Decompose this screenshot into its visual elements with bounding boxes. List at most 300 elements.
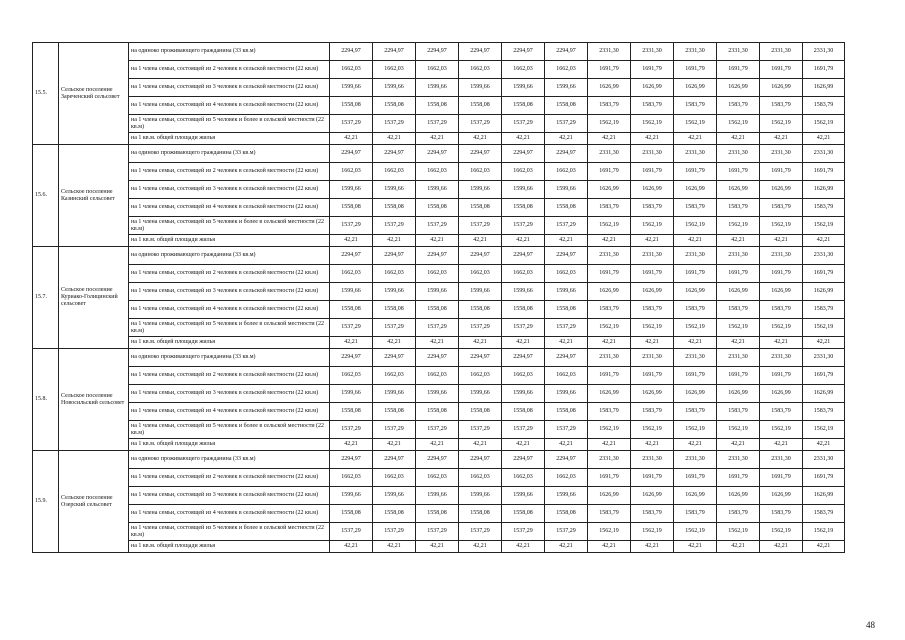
value-cell: 1599,66 — [502, 181, 545, 199]
value-cell: 2331,30 — [631, 43, 674, 61]
value-cell: 2331,30 — [674, 247, 717, 265]
row-description: на 1 члена семьи, состоящей из 2 человек в сельской местности (22 кв.м) — [129, 61, 330, 79]
value-cell: 1558,08 — [373, 97, 416, 115]
value-cell: 2294,97 — [459, 43, 502, 61]
row-description: на одиноко проживающего гражданина (33 кв.м) — [129, 451, 330, 469]
value-cell: 1662,03 — [545, 61, 588, 79]
value-cell: 1558,08 — [416, 403, 459, 421]
row-description: на одиноко проживающего гражданина (33 кв.м) — [129, 349, 330, 367]
table-row — [33, 451, 845, 469]
value-cell: 1626,99 — [717, 283, 760, 301]
value-cell: 1562,19 — [717, 421, 760, 439]
value-cell: 1583,79 — [631, 301, 674, 319]
value-cell: 42,21 — [588, 235, 631, 247]
value-cell: 1626,99 — [803, 487, 845, 505]
section-index: 15.7. — [33, 247, 59, 349]
value-cell: 1662,03 — [502, 163, 545, 181]
value-cell: 1626,99 — [631, 283, 674, 301]
row-description: на 1 члена семьи, состоящей из 4 человек в сельской местности (22 кв.м) — [129, 97, 330, 115]
value-cell: 1599,66 — [545, 487, 588, 505]
row-description: на 1 кв.м. общей площади жилья — [129, 337, 330, 349]
value-cell: 1562,19 — [803, 421, 845, 439]
value-cell: 42,21 — [459, 439, 502, 451]
value-cell: 1562,19 — [717, 523, 760, 541]
value-cell: 1558,08 — [545, 505, 588, 523]
value-cell: 1583,79 — [631, 403, 674, 421]
value-cell: 1626,99 — [588, 181, 631, 199]
value-cell: 1562,19 — [588, 319, 631, 337]
value-cell: 1691,79 — [717, 469, 760, 487]
value-cell: 1537,29 — [502, 115, 545, 133]
value-cell: 2331,30 — [674, 43, 717, 61]
value-cell: 2294,97 — [459, 247, 502, 265]
value-cell: 2294,97 — [545, 145, 588, 163]
value-cell: 1558,08 — [330, 403, 373, 421]
value-cell: 2294,97 — [416, 349, 459, 367]
value-cell: 2331,30 — [588, 451, 631, 469]
value-cell: 1583,79 — [588, 97, 631, 115]
row-description: на 1 члена семьи, состоящей из 3 человек в сельской местности (22 кв.м) — [129, 385, 330, 403]
value-cell: 1626,99 — [760, 283, 803, 301]
value-cell: 1562,19 — [803, 217, 845, 235]
value-cell: 1537,29 — [545, 421, 588, 439]
value-cell: 1691,79 — [717, 265, 760, 283]
value-cell: 1691,79 — [588, 163, 631, 181]
value-cell: 42,21 — [416, 235, 459, 247]
row-description: на 1 кв.м. общей площади жилья — [129, 541, 330, 553]
value-cell: 42,21 — [459, 337, 502, 349]
table-row — [33, 181, 845, 199]
value-cell: 1599,66 — [373, 283, 416, 301]
row-description: на 1 члена семьи, состоящей из 5 человек и более в сельской местности (22 кв.м) — [129, 523, 330, 541]
value-cell: 42,21 — [717, 439, 760, 451]
value-cell: 42,21 — [545, 337, 588, 349]
value-cell: 2294,97 — [545, 247, 588, 265]
value-cell: 2294,97 — [502, 349, 545, 367]
value-cell: 2331,30 — [803, 451, 845, 469]
value-cell: 1691,79 — [674, 265, 717, 283]
value-cell: 1662,03 — [502, 265, 545, 283]
value-cell: 2294,97 — [330, 145, 373, 163]
value-cell: 42,21 — [416, 439, 459, 451]
value-cell: 42,21 — [631, 337, 674, 349]
value-cell: 1583,79 — [717, 97, 760, 115]
value-cell: 1662,03 — [502, 367, 545, 385]
value-cell: 1662,03 — [373, 265, 416, 283]
value-cell: 1558,08 — [459, 97, 502, 115]
value-cell: 2294,97 — [373, 349, 416, 367]
value-cell: 1662,03 — [330, 265, 373, 283]
value-cell: 42,21 — [459, 133, 502, 145]
value-cell: 1599,66 — [330, 385, 373, 403]
value-cell: 1562,19 — [674, 319, 717, 337]
value-cell: 1691,79 — [760, 163, 803, 181]
value-cell: 2331,30 — [760, 145, 803, 163]
value-cell: 42,21 — [717, 235, 760, 247]
value-cell: 1599,66 — [373, 487, 416, 505]
value-cell: 1626,99 — [717, 79, 760, 97]
value-cell: 2331,30 — [674, 349, 717, 367]
value-cell: 1537,29 — [416, 421, 459, 439]
value-cell: 1537,29 — [416, 217, 459, 235]
value-cell: 1562,19 — [760, 115, 803, 133]
value-cell: 2331,30 — [717, 247, 760, 265]
value-cell: 2331,30 — [588, 349, 631, 367]
settlement-name: Сельское поселение Казинский сельсовет — [59, 145, 129, 247]
value-cell: 2331,30 — [631, 145, 674, 163]
value-cell: 1583,79 — [674, 199, 717, 217]
value-cell: 1583,79 — [588, 505, 631, 523]
value-cell: 1583,79 — [717, 199, 760, 217]
value-cell: 2331,30 — [803, 349, 845, 367]
value-cell: 42,21 — [373, 541, 416, 553]
value-cell: 1599,66 — [373, 181, 416, 199]
value-cell: 1558,08 — [373, 301, 416, 319]
value-cell: 1558,08 — [459, 505, 502, 523]
value-cell: 42,21 — [674, 439, 717, 451]
row-description: на 1 члена семьи, состоящей из 2 человек в сельской местности (22 кв.м) — [129, 367, 330, 385]
value-cell: 2294,97 — [330, 349, 373, 367]
value-cell: 1599,66 — [330, 487, 373, 505]
table-row — [33, 469, 845, 487]
value-cell: 42,21 — [588, 439, 631, 451]
value-cell: 2294,97 — [502, 451, 545, 469]
value-cell: 1691,79 — [631, 367, 674, 385]
value-cell: 1599,66 — [502, 385, 545, 403]
value-cell: 1599,66 — [330, 283, 373, 301]
value-cell: 1558,08 — [545, 199, 588, 217]
value-cell: 1626,99 — [760, 385, 803, 403]
row-description: на 1 члена семьи, состоящей из 4 человек в сельской местности (22 кв.м) — [129, 199, 330, 217]
value-cell: 42,21 — [330, 541, 373, 553]
value-cell: 1583,79 — [674, 97, 717, 115]
row-description: на 1 члена семьи, состоящей из 2 человек в сельской местности (22 кв.м) — [129, 469, 330, 487]
row-description: на 1 кв.м. общей площади жилья — [129, 439, 330, 451]
value-cell: 1562,19 — [717, 319, 760, 337]
value-cell: 1626,99 — [631, 181, 674, 199]
value-cell: 42,21 — [631, 133, 674, 145]
value-cell: 42,21 — [459, 235, 502, 247]
value-cell: 2331,30 — [717, 349, 760, 367]
value-cell: 2294,97 — [416, 451, 459, 469]
value-cell: 2294,97 — [459, 349, 502, 367]
value-cell: 1599,66 — [459, 283, 502, 301]
value-cell: 1583,79 — [631, 97, 674, 115]
value-cell: 1691,79 — [588, 367, 631, 385]
row-description: на 1 члена семьи, состоящей из 4 человек в сельской местности (22 кв.м) — [129, 403, 330, 421]
value-cell: 1626,99 — [588, 283, 631, 301]
value-cell: 1558,08 — [416, 97, 459, 115]
value-cell: 1583,79 — [760, 301, 803, 319]
row-description: на 1 члена семьи, состоящей из 5 человек и более в сельской местности (22 кв.м) — [129, 319, 330, 337]
value-cell: 1662,03 — [416, 163, 459, 181]
value-cell: 2331,30 — [803, 247, 845, 265]
settlement-name: Сельское поселение Новосильский сельсовет — [59, 349, 129, 451]
value-cell: 1626,99 — [717, 181, 760, 199]
value-cell: 1583,79 — [803, 199, 845, 217]
value-cell: 42,21 — [545, 439, 588, 451]
value-cell: 2331,30 — [674, 451, 717, 469]
value-cell: 1599,66 — [416, 79, 459, 97]
row-description: на 1 члена семьи, состоящей из 5 человек и более в сельской местности (22 кв.м) — [129, 115, 330, 133]
value-cell: 1558,08 — [545, 301, 588, 319]
value-cell: 1558,08 — [373, 505, 416, 523]
value-cell: 1583,79 — [674, 505, 717, 523]
value-cell: 1691,79 — [674, 367, 717, 385]
value-cell: 1562,19 — [588, 115, 631, 133]
value-cell: 1691,79 — [588, 61, 631, 79]
value-cell: 1537,29 — [330, 319, 373, 337]
row-description: на 1 члена семьи, состоящей из 4 человек в сельской местности (22 кв.м) — [129, 301, 330, 319]
value-cell: 1537,29 — [545, 115, 588, 133]
table-row — [33, 421, 845, 439]
value-cell: 42,21 — [803, 439, 845, 451]
table-row — [33, 403, 845, 421]
value-cell: 1599,66 — [416, 181, 459, 199]
value-cell: 1626,99 — [803, 181, 845, 199]
value-cell: 1662,03 — [416, 367, 459, 385]
value-cell: 1691,79 — [674, 469, 717, 487]
value-cell: 1562,19 — [760, 319, 803, 337]
value-cell: 1558,08 — [502, 403, 545, 421]
row-description: на 1 кв.м. общей площади жилья — [129, 133, 330, 145]
value-cell: 1562,19 — [588, 421, 631, 439]
value-cell: 1562,19 — [674, 115, 717, 133]
value-cell: 1562,19 — [631, 217, 674, 235]
value-cell: 1626,99 — [803, 385, 845, 403]
value-cell: 42,21 — [502, 337, 545, 349]
value-cell: 1537,29 — [373, 421, 416, 439]
value-cell: 1662,03 — [459, 367, 502, 385]
value-cell: 2331,30 — [803, 145, 845, 163]
value-cell: 2331,30 — [717, 451, 760, 469]
value-cell: 42,21 — [330, 235, 373, 247]
table-row — [33, 217, 845, 235]
value-cell: 1662,03 — [330, 61, 373, 79]
section-index: 15.9. — [33, 451, 59, 553]
value-cell: 1558,08 — [330, 505, 373, 523]
value-cell: 1662,03 — [545, 469, 588, 487]
value-cell: 42,21 — [588, 541, 631, 553]
value-cell: 1583,79 — [803, 301, 845, 319]
value-cell: 1558,08 — [416, 199, 459, 217]
value-cell: 1662,03 — [502, 469, 545, 487]
value-cell: 1626,99 — [674, 181, 717, 199]
value-cell: 1662,03 — [459, 163, 502, 181]
value-cell: 1558,08 — [330, 301, 373, 319]
value-cell: 2331,30 — [803, 43, 845, 61]
value-cell: 1562,19 — [717, 217, 760, 235]
value-cell: 1583,79 — [674, 301, 717, 319]
value-cell: 2294,97 — [502, 145, 545, 163]
value-cell: 1562,19 — [760, 523, 803, 541]
value-cell: 1537,29 — [545, 319, 588, 337]
value-cell: 42,21 — [760, 235, 803, 247]
value-cell: 1691,79 — [631, 163, 674, 181]
value-cell: 1626,99 — [674, 79, 717, 97]
value-cell: 1626,99 — [760, 79, 803, 97]
value-cell: 1626,99 — [631, 79, 674, 97]
value-cell: 2331,30 — [717, 145, 760, 163]
value-cell: 1662,03 — [502, 61, 545, 79]
value-cell: 1662,03 — [373, 163, 416, 181]
value-cell: 1537,29 — [502, 421, 545, 439]
value-cell: 42,21 — [416, 133, 459, 145]
value-cell: 1562,19 — [674, 421, 717, 439]
value-cell: 1691,79 — [631, 469, 674, 487]
value-cell: 1537,29 — [459, 115, 502, 133]
value-cell: 1691,79 — [803, 469, 845, 487]
value-cell: 1662,03 — [545, 163, 588, 181]
row-description: на 1 члена семьи, состоящей из 2 человек в сельской местности (22 кв.м) — [129, 265, 330, 283]
settlement-name: Сельское поселение Озерский сельсовет — [59, 451, 129, 553]
value-cell: 1537,29 — [459, 421, 502, 439]
value-cell: 1626,99 — [631, 487, 674, 505]
value-cell: 1662,03 — [330, 469, 373, 487]
value-cell: 42,21 — [416, 337, 459, 349]
value-cell: 1626,99 — [760, 181, 803, 199]
value-cell: 1562,19 — [674, 217, 717, 235]
value-cell: 1562,19 — [631, 421, 674, 439]
row-description: на 1 члена семьи, состоящей из 3 человек в сельской местности (22 кв.м) — [129, 487, 330, 505]
value-cell: 2294,97 — [459, 451, 502, 469]
value-cell: 1662,03 — [545, 265, 588, 283]
value-cell: 42,21 — [760, 337, 803, 349]
value-cell: 42,21 — [330, 133, 373, 145]
value-cell: 1599,66 — [330, 181, 373, 199]
value-cell: 42,21 — [803, 337, 845, 349]
table-row — [33, 367, 845, 385]
value-cell: 1662,03 — [416, 61, 459, 79]
value-cell: 1691,79 — [760, 61, 803, 79]
table-row — [33, 505, 845, 523]
row-description: на одиноко проживающего гражданина (33 кв.м) — [129, 43, 330, 61]
value-cell: 1537,29 — [459, 319, 502, 337]
table-row — [33, 247, 845, 265]
value-cell: 2294,97 — [459, 145, 502, 163]
value-cell: 1691,79 — [803, 61, 845, 79]
value-cell: 1537,29 — [373, 319, 416, 337]
value-cell: 1562,19 — [803, 115, 845, 133]
value-cell: 2331,30 — [760, 43, 803, 61]
section-index: 15.5. — [33, 43, 59, 145]
value-cell: 1558,08 — [545, 97, 588, 115]
value-cell: 1537,29 — [330, 421, 373, 439]
row-description: на 1 кв.м. общей площади жилья — [129, 235, 330, 247]
value-cell: 2331,30 — [631, 247, 674, 265]
value-cell: 1626,99 — [717, 487, 760, 505]
value-cell: 42,21 — [674, 337, 717, 349]
value-cell: 1558,08 — [373, 199, 416, 217]
table-row — [33, 349, 845, 367]
value-cell: 1599,66 — [502, 283, 545, 301]
value-cell: 42,21 — [330, 439, 373, 451]
value-cell: 42,21 — [373, 439, 416, 451]
value-cell: 1583,79 — [631, 505, 674, 523]
value-cell: 1583,79 — [760, 403, 803, 421]
value-cell: 42,21 — [373, 235, 416, 247]
value-cell: 1583,79 — [588, 301, 631, 319]
value-cell: 2294,97 — [545, 43, 588, 61]
table-row — [33, 43, 845, 61]
value-cell: 2294,97 — [416, 43, 459, 61]
value-cell: 42,21 — [545, 541, 588, 553]
table-row — [33, 115, 845, 133]
value-cell: 1558,08 — [502, 505, 545, 523]
table-row — [33, 61, 845, 79]
row-description: на 1 члена семьи, состоящей из 2 человек в сельской местности (22 кв.м) — [129, 163, 330, 181]
value-cell: 42,21 — [631, 541, 674, 553]
row-description: на 1 члена семьи, состоящей из 5 человек и более в сельской местности (22 кв.м) — [129, 217, 330, 235]
value-cell: 1691,79 — [674, 61, 717, 79]
value-cell: 2294,97 — [545, 349, 588, 367]
value-cell: 1583,79 — [803, 505, 845, 523]
value-cell: 1662,03 — [459, 265, 502, 283]
value-cell: 1562,19 — [631, 115, 674, 133]
value-cell: 42,21 — [717, 337, 760, 349]
value-cell: 1599,66 — [459, 487, 502, 505]
value-cell: 1537,29 — [459, 217, 502, 235]
table-row — [33, 133, 845, 145]
value-cell: 1537,29 — [416, 523, 459, 541]
value-cell: 1562,19 — [803, 523, 845, 541]
value-cell: 1626,99 — [674, 283, 717, 301]
value-cell: 2294,97 — [330, 247, 373, 265]
value-cell: 2294,97 — [373, 43, 416, 61]
value-cell: 2331,30 — [717, 43, 760, 61]
value-cell: 2294,97 — [373, 451, 416, 469]
value-cell: 1558,08 — [330, 97, 373, 115]
value-cell: 42,21 — [459, 541, 502, 553]
value-cell: 1562,19 — [760, 217, 803, 235]
value-cell: 1626,99 — [803, 283, 845, 301]
value-cell: 1537,29 — [545, 523, 588, 541]
value-cell: 42,21 — [674, 133, 717, 145]
value-cell: 1691,79 — [631, 61, 674, 79]
value-cell: 1662,03 — [373, 367, 416, 385]
value-cell: 1691,79 — [717, 61, 760, 79]
value-cell: 42,21 — [760, 133, 803, 145]
value-cell: 1626,99 — [631, 385, 674, 403]
tariff-table — [32, 42, 845, 553]
value-cell: 1691,79 — [803, 265, 845, 283]
value-cell: 42,21 — [545, 235, 588, 247]
value-cell: 1691,79 — [760, 469, 803, 487]
value-cell: 1562,19 — [631, 523, 674, 541]
value-cell: 42,21 — [803, 235, 845, 247]
value-cell: 1599,66 — [502, 487, 545, 505]
value-cell: 1558,08 — [416, 505, 459, 523]
value-cell: 1599,66 — [373, 79, 416, 97]
value-cell: 1558,08 — [502, 97, 545, 115]
value-cell: 1537,29 — [502, 217, 545, 235]
value-cell: 1626,99 — [588, 79, 631, 97]
value-cell: 1626,99 — [588, 487, 631, 505]
value-cell: 1626,99 — [674, 385, 717, 403]
value-cell: 1558,08 — [416, 301, 459, 319]
row-description: на 1 члена семьи, состоящей из 5 человек и более в сельской местности (22 кв.м) — [129, 421, 330, 439]
value-cell: 1662,03 — [330, 163, 373, 181]
section-index: 15.6. — [33, 145, 59, 247]
value-cell: 1583,79 — [588, 199, 631, 217]
value-cell: 1599,66 — [459, 79, 502, 97]
value-cell: 1558,08 — [545, 403, 588, 421]
value-cell: 42,21 — [674, 541, 717, 553]
value-cell: 1537,29 — [416, 115, 459, 133]
table-row — [33, 163, 845, 181]
value-cell: 42,21 — [631, 235, 674, 247]
value-cell: 42,21 — [674, 235, 717, 247]
